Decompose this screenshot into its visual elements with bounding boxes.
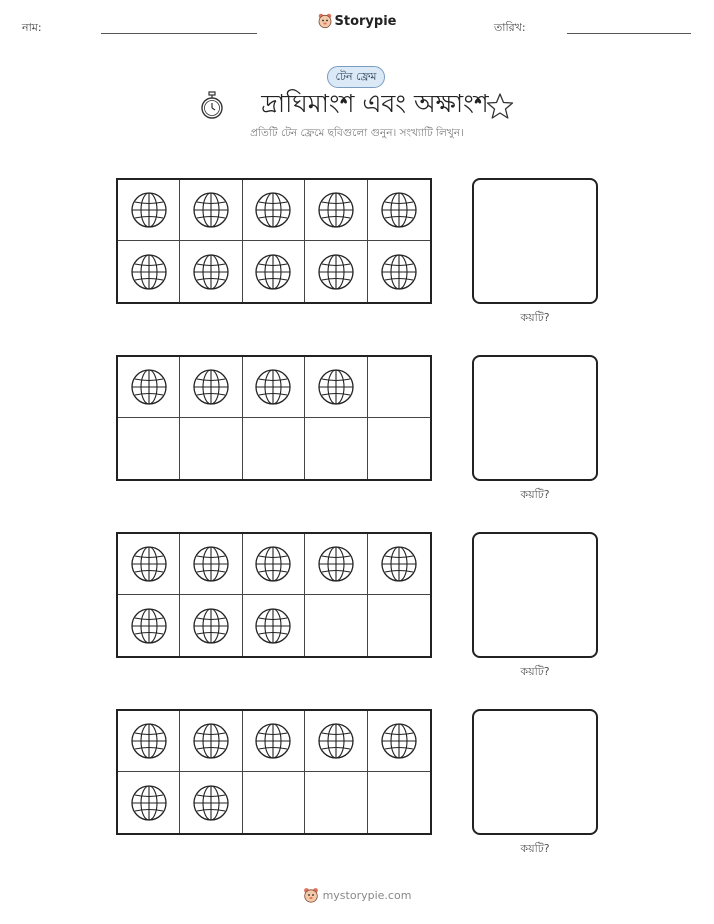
globe-icon <box>380 545 418 583</box>
globe-icon <box>254 191 292 229</box>
brand-logo <box>0 13 714 29</box>
stopwatch-icon <box>199 91 225 121</box>
ten-frame-cell <box>243 711 305 772</box>
ten-frame-cell <box>180 595 242 656</box>
globe-icon <box>130 191 168 229</box>
globe-icon <box>192 253 230 291</box>
globe-icon <box>254 253 292 291</box>
globe-icon <box>254 368 292 406</box>
globe-icon <box>192 545 230 583</box>
ten-frame-cell <box>368 357 430 418</box>
ten-frame-cell <box>180 772 242 833</box>
ten-frame-cell <box>118 595 180 656</box>
ten-frame-cell <box>118 357 180 418</box>
globe-icon <box>192 607 230 645</box>
answer-box[interactable] <box>472 709 598 835</box>
ten-frame-cell <box>368 595 430 656</box>
ten-frame-cell <box>118 772 180 833</box>
ten-frame-cell <box>368 241 430 302</box>
ten-frame-cell <box>305 711 367 772</box>
ten-frame-cell <box>180 418 242 479</box>
star-icon <box>485 92 515 120</box>
globe-icon <box>317 253 355 291</box>
ten-frame-cell <box>243 418 305 479</box>
ten-frame-cell <box>243 772 305 833</box>
brand-name: Storypie <box>334 13 397 29</box>
ten-frame-cell <box>180 180 242 241</box>
ten-frame-cell <box>305 357 367 418</box>
ten-frame-cell <box>180 534 242 595</box>
globe-icon <box>130 253 168 291</box>
ten-frame-cell <box>243 534 305 595</box>
instructions: প্রতিটি টেন ফ্রেমে ছবিগুলো গুনুন। সংখ্যাটি লিখুন। <box>250 127 464 139</box>
ten-frame-cell <box>368 180 430 241</box>
ten-frame-cell <box>180 711 242 772</box>
globe-icon <box>317 191 355 229</box>
globe-icon <box>130 722 168 760</box>
globe-icon <box>254 545 292 583</box>
globe-icon <box>317 368 355 406</box>
globe-icon <box>192 722 230 760</box>
globe-icon <box>317 722 355 760</box>
globe-icon <box>380 191 418 229</box>
date-label: তারিখ: <box>494 21 526 34</box>
globe-icon <box>130 784 168 822</box>
ten-frame <box>116 178 432 304</box>
globe-icon <box>130 607 168 645</box>
how-many-label: কয়টি? <box>520 842 550 855</box>
how-many-label: কয়টি? <box>520 488 550 501</box>
globe-icon <box>192 368 230 406</box>
footer <box>0 887 714 903</box>
footer-site: mystorypie.com <box>322 888 412 902</box>
ten-frame-cell <box>243 357 305 418</box>
globe-icon <box>130 368 168 406</box>
ten-frame-cell <box>118 534 180 595</box>
ten-frame-cell <box>243 180 305 241</box>
name-line[interactable] <box>101 33 257 34</box>
globe-icon <box>254 607 292 645</box>
ten-frame-cell <box>180 241 242 302</box>
ten-frame-cell <box>305 772 367 833</box>
globe-icon <box>380 253 418 291</box>
storypie-mascot-icon <box>303 887 319 903</box>
ten-frame-cell <box>118 418 180 479</box>
ten-frame-cell <box>243 241 305 302</box>
globe-icon <box>192 191 230 229</box>
topic-badge: টেন ফ্রেম <box>327 66 385 88</box>
how-many-label: কয়টি? <box>520 665 550 678</box>
globe-icon <box>254 722 292 760</box>
page-title: দ্রাঘিমাংশ এবং অক্ষাংশ <box>261 89 489 118</box>
globe-icon <box>130 545 168 583</box>
ten-frame-cell <box>305 180 367 241</box>
answer-box[interactable] <box>472 532 598 658</box>
ten-frame-cell <box>118 241 180 302</box>
ten-frame <box>116 532 432 658</box>
ten-frame <box>116 355 432 481</box>
ten-frame-cell <box>368 418 430 479</box>
ten-frame-cell <box>305 418 367 479</box>
ten-frame-cell <box>305 595 367 656</box>
ten-frame-cell <box>305 241 367 302</box>
globe-icon <box>317 545 355 583</box>
ten-frame-cell <box>118 711 180 772</box>
ten-frame-cell <box>305 534 367 595</box>
globe-icon <box>192 784 230 822</box>
answer-box[interactable] <box>472 355 598 481</box>
answer-box[interactable] <box>472 178 598 304</box>
ten-frame-cell <box>368 711 430 772</box>
ten-frame-cell <box>368 534 430 595</box>
how-many-label: কয়টি? <box>520 311 550 324</box>
globe-icon <box>380 722 418 760</box>
name-label: নাম: <box>22 21 42 34</box>
ten-frame-cell <box>243 595 305 656</box>
ten-frame-cell <box>180 357 242 418</box>
ten-frame <box>116 709 432 835</box>
ten-frame-cell <box>368 772 430 833</box>
ten-frame-cell <box>118 180 180 241</box>
storypie-mascot-icon <box>318 13 332 29</box>
date-line[interactable] <box>567 33 691 34</box>
